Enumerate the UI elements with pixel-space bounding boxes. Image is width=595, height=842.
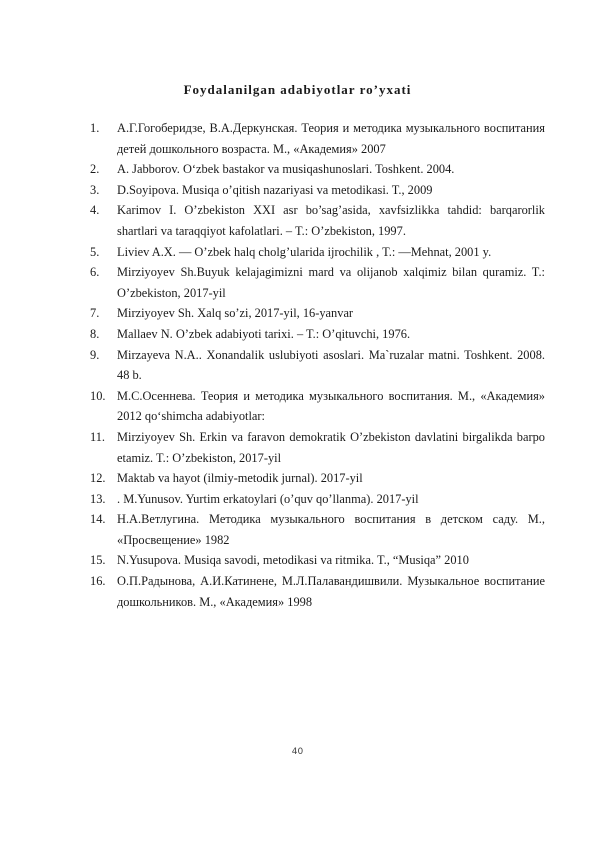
reference-number: 14. bbox=[90, 512, 106, 527]
reference-number: 15. bbox=[90, 553, 106, 568]
reference-item bbox=[90, 200, 545, 241]
reference-list bbox=[90, 118, 545, 612]
reference-item bbox=[90, 571, 545, 612]
reference-number: 13. bbox=[90, 491, 106, 506]
reference-text: А.Г.Гогоберидзе, В.А.Деркунская. Теория и методика музыкального воспитания детей дошкольного возраста. М., «Академия» 2007 bbox=[117, 121, 545, 156]
reference-item bbox=[90, 324, 545, 345]
reference-number: 16. bbox=[90, 574, 106, 589]
reference-item bbox=[90, 303, 545, 324]
reference-item bbox=[90, 118, 545, 159]
reference-number: 9. bbox=[90, 347, 100, 362]
reference-item bbox=[90, 386, 545, 427]
reference-text: Н.А.Ветлугина. Методика музыкального воспитания в детском саду. М., «Просвещение» 1982 bbox=[117, 512, 545, 547]
reference-text: . M.Yunusov. Yurtim erkatoylari (o’quv qo’llanma). 2017-yil bbox=[117, 491, 419, 506]
reference-number: 7. bbox=[90, 306, 100, 321]
reference-number: 6. bbox=[90, 265, 100, 280]
reference-number: 3. bbox=[90, 182, 100, 197]
reference-text: Mallaev N. O’zbek adabiyoti tarixi. – T.: O’qituvchi, 1976. bbox=[117, 326, 411, 341]
reference-item bbox=[90, 489, 545, 510]
reference-number: 4. bbox=[90, 203, 100, 218]
page-title: Foydalanilgan adabiyotlar ro’yxati bbox=[183, 82, 412, 97]
reference-item bbox=[90, 262, 545, 303]
reference-text: О.П.Радынова, А.И.Катинене, М.Л.Палавандишвили. Музыкальное воспитание дошкольников. М., «Академия» 1998 bbox=[117, 574, 545, 609]
reference-text: Liviev A.X. — O’zbek halq cholg’ularida ijrochilik , T.: —Mehnat, 2001 y. bbox=[117, 244, 492, 259]
reference-text: Karimov I. O’zbekiston XXI asr bo’sag’asida, xavfsizlikka tahdid: barqarorlik shartlari va taraqqiyot kafolatlari. – T.: O’zbekiston, 1997. bbox=[117, 203, 545, 238]
reference-text: М.С.Осеннева. Теория и методика музыкального воспитания. М., «Академия» 2012 qo‘shimcha adabiyotlar: bbox=[117, 388, 545, 424]
reference-text: Mirziyoyev Sh. Xalq so’zi, 2017-yil, 16-yanvar bbox=[117, 306, 354, 321]
reference-text: A. Jabborov. O‘zbek bastakor va musiqashunoslari. Toshkent. 2004. bbox=[117, 162, 455, 177]
reference-number: 8. bbox=[90, 326, 100, 341]
reference-item bbox=[90, 159, 545, 180]
page-number: 40 bbox=[291, 747, 304, 757]
reference-text: D.Soyipova. Musiqa o’qitish nazariyasi va metodikasi. T., 2009 bbox=[117, 182, 433, 197]
reference-text: Mirzayeva N.A.. Xonandalik uslubiyoti asoslari. Ma`ruzalar matni. Toshkent. 2008. 48 b. bbox=[117, 347, 545, 383]
reference-item bbox=[90, 180, 545, 201]
reference-text: N.Yusupova. Musiqa savodi, metodikasi va ritmika. T., “Musiqa” 2010 bbox=[117, 553, 469, 568]
reference-item bbox=[90, 550, 545, 571]
reference-item bbox=[90, 427, 545, 468]
reference-item bbox=[90, 468, 545, 489]
reference-text: Maktab va hayot (ilmiy-metodik jurnal). 2017-yil bbox=[117, 471, 363, 486]
reference-text: Mirziyoyev Sh. Erkin va faravon demokratik O’zbekiston davlatini birgalikda barpo etamiz. T.: O’zbekiston, 2017-yil bbox=[117, 429, 545, 465]
reference-number: 12. bbox=[90, 471, 106, 486]
reference-number: 5. bbox=[90, 244, 100, 259]
reference-number: 1. bbox=[90, 121, 100, 135]
reference-number: 11. bbox=[90, 429, 106, 444]
reference-number: 10. bbox=[90, 388, 106, 403]
reference-text: Mirziyoyev Sh.Buyuk kelajagimizni mard va olijanob xalqimiz bilan quramiz. T.: O’zbekiston, 2017-yil bbox=[117, 265, 545, 300]
reference-item bbox=[90, 242, 545, 263]
reference-item bbox=[90, 509, 545, 550]
reference-number: 2. bbox=[90, 162, 100, 177]
reference-item bbox=[90, 345, 545, 386]
